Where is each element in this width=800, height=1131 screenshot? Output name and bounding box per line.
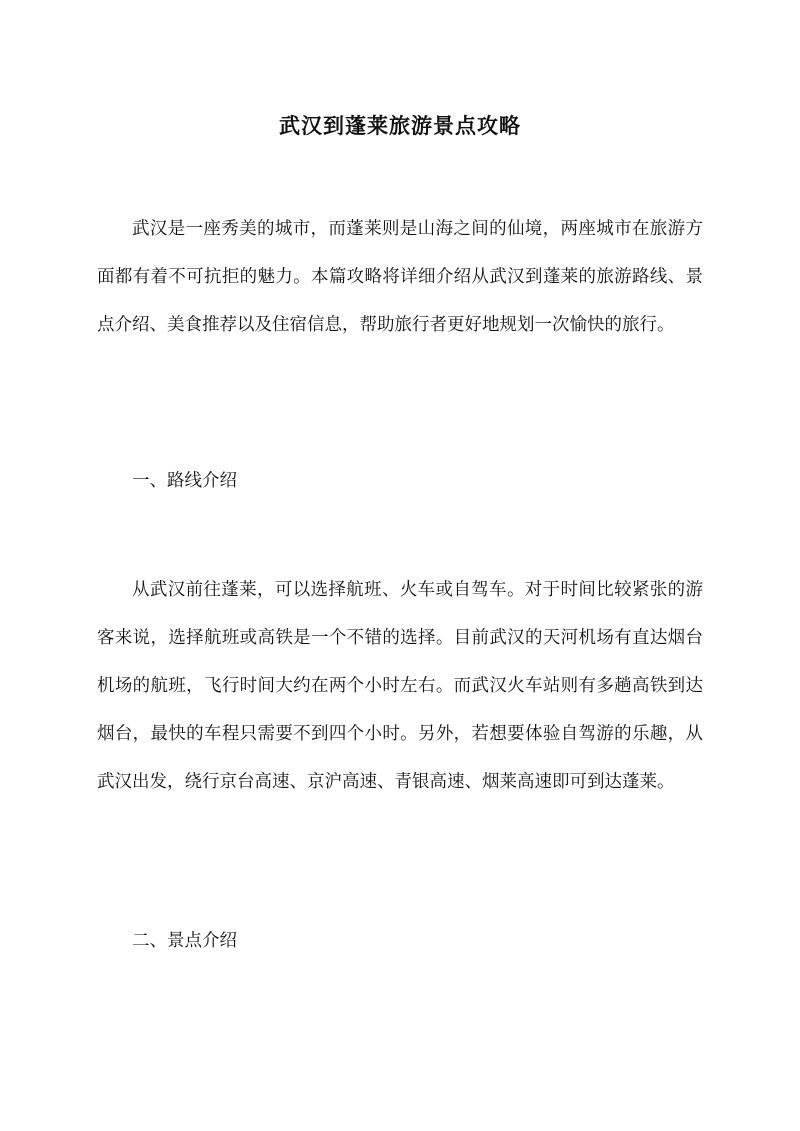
route-paragraph: 从武汉前往蓬莱，可以选择航班、火车或自驾车。对于时间比较紧张的游客来说，选择航班或高铁是一个不错的选择。目前武汉的天河机场有直达烟台机场的航班，飞行时间大约在两个小时左右。而武汉火车站则有多趟高铁到达烟台，最快的车程只需要不到四个小时。另外，若想要体验自驾游的乐趣，从武汉出发，绕行京台高速、京沪高速、青银高速、烟莱高速即可到达蓬莱。: [97, 580, 703, 792]
document-title: 武汉到蓬莱旅游景点攻略: [279, 113, 521, 139]
section-heading-route: 一、路线介绍: [132, 471, 237, 491]
section-heading-attractions: 二、景点介绍: [132, 931, 237, 951]
intro-paragraph: 武汉是一座秀美的城市，而蓬莱则是山海之间的仙境，两座城市在旅游方面都有着不可抗拒的魅力。本篇攻略将详细介绍从武汉到蓬莱的旅游路线、景点介绍、美食推荐以及住宿信息，帮助旅行者更好地规划一次愉快的旅行。: [97, 219, 703, 335]
